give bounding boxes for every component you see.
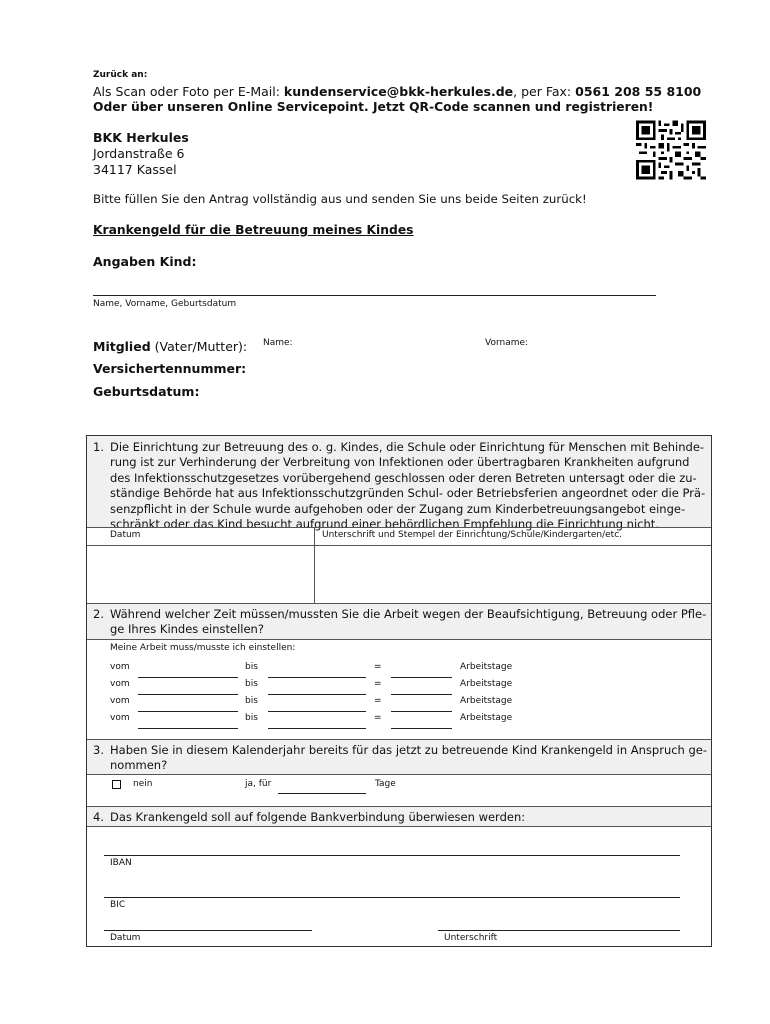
q1-date-caption: Datum xyxy=(110,530,141,540)
member-label-bold: Mitglied xyxy=(93,339,151,354)
no-label: nein xyxy=(133,779,153,789)
member-label-suffix: (Vater/Mutter): xyxy=(150,339,248,354)
from-label: vom xyxy=(110,679,130,689)
to-date-field[interactable] xyxy=(268,728,366,729)
workdays-field[interactable] xyxy=(391,677,452,678)
fax-number: 0561 208 55 8100 xyxy=(575,84,702,99)
equals-sign: = xyxy=(374,662,382,672)
bic-caption: BIC xyxy=(110,900,126,910)
from-date-field[interactable] xyxy=(138,728,238,729)
q1-signature-field[interactable] xyxy=(316,546,710,602)
equals-sign: = xyxy=(374,679,382,689)
days-label: Tage xyxy=(375,779,396,789)
q1-date-field[interactable] xyxy=(88,546,313,602)
q4-number: 4. xyxy=(93,810,104,824)
from-label: vom xyxy=(110,713,130,723)
from-date-field[interactable] xyxy=(138,694,238,695)
q1-line: rung ist zur Verhinderung der Verbreitung von Infektionen oder übertragbaren Krankheiten aufgrund xyxy=(110,455,690,470)
q4-text: Das Krankengeld soll auf folgende Bankverbindung überwiesen werden: xyxy=(110,810,526,824)
child-field-caption: Name, Vorname, Geburtsdatum xyxy=(93,299,237,309)
q1-line: des Infektionsschutzgesetzes vorübergehend geschlossen oder deren Betreten untersagt oder die zu- xyxy=(110,470,697,485)
to-date-field[interactable] xyxy=(268,694,366,695)
to-date-field[interactable] xyxy=(268,677,366,678)
return-label: Zurück an: xyxy=(93,70,148,80)
workdays-field[interactable] xyxy=(391,694,452,695)
yes-label: ja, für xyxy=(245,779,272,789)
q4-signature-caption: Unterschrift xyxy=(444,933,498,943)
days-field[interactable] xyxy=(278,793,366,794)
workdays-label: Arbeitstage xyxy=(460,696,513,706)
servicepoint-line: Oder über unseren Online Servicepoint. Jetzt QR-Code scannen und registrieren! xyxy=(93,100,654,114)
workdays-field[interactable] xyxy=(391,711,452,712)
bic-field[interactable] xyxy=(104,897,680,898)
workdays-label: Arbeitstage xyxy=(460,662,513,672)
checkbox-icon[interactable] xyxy=(112,780,121,789)
q1-number: 1. xyxy=(93,440,104,454)
q1-line: Die Einrichtung zur Betreuung des o. g. Kindes, die Schule oder Einrichtung für Menschen mit Behinde- xyxy=(110,440,705,454)
q4-date-field[interactable] xyxy=(104,930,312,931)
divider xyxy=(87,527,711,528)
contact-line xyxy=(93,84,701,99)
birthdate-label: Geburtsdatum: xyxy=(93,384,200,399)
contact-mid: , per Fax: xyxy=(513,84,576,99)
q3-line: nommen? xyxy=(110,758,168,773)
divider xyxy=(87,826,711,827)
q1-signature-caption: Unterschrift und Stempel der Einrichtung/Schule/Kindergarten/etc. xyxy=(322,530,623,540)
member-label xyxy=(93,339,247,354)
to-label: bis xyxy=(245,713,258,723)
recipient-street: Jordanstraße 6 xyxy=(93,146,185,161)
email-address[interactable]: kundenservice@bkk-herkules.de xyxy=(283,84,514,99)
to-label: bis xyxy=(245,662,258,672)
q2-line: ge Ihres Kindes einstellen? xyxy=(110,622,264,637)
divider xyxy=(87,739,711,740)
child-input-line[interactable] xyxy=(93,295,656,296)
member-name-caption: Name: xyxy=(263,338,293,348)
q2-sub-caption: Meine Arbeit muss/musste ich einstellen: xyxy=(110,643,296,653)
instruction-text: Bitte füllen Sie den Antrag vollständig aus und senden Sie uns beide Seiten zurück! xyxy=(93,192,587,206)
q1-line: schränkt oder das Kind besucht aufgrund einer behördlichen Empfehlung die Einrichtung nicht. xyxy=(110,517,659,532)
divider xyxy=(314,527,315,603)
from-date-field[interactable] xyxy=(138,711,238,712)
form-title: Krankengeld für die Betreuung meines Kindes xyxy=(93,223,414,237)
q1-line: senzpflicht in der Schule wurde aufgehoben oder der Zugang zum Kinderbetreuungsangebot einge- xyxy=(110,501,686,516)
from-label: vom xyxy=(110,662,130,672)
workdays-field[interactable] xyxy=(391,728,452,729)
q4-signature-field[interactable] xyxy=(438,930,680,931)
to-label: bis xyxy=(245,696,258,706)
from-label: vom xyxy=(110,696,130,706)
divider xyxy=(87,806,711,807)
workdays-label: Arbeitstage xyxy=(460,679,513,689)
equals-sign: = xyxy=(374,696,382,706)
q3-line: Haben Sie in diesem Kalenderjahr bereits für das jetzt zu betreuende Kind Krankengeld in Anspruch ge- xyxy=(110,743,708,757)
q4-date-caption: Datum xyxy=(110,933,141,943)
equals-sign: = xyxy=(374,713,382,723)
qr-code-icon xyxy=(636,120,706,180)
child-heading: Angaben Kind: xyxy=(93,254,197,269)
recipient-name: BKK Herkules xyxy=(93,130,189,145)
q3-text xyxy=(110,743,707,774)
from-date-field[interactable] xyxy=(138,677,238,678)
divider xyxy=(87,603,711,604)
member-firstname-caption: Vorname: xyxy=(485,338,529,348)
iban-caption: IBAN xyxy=(110,858,132,868)
workdays-label: Arbeitstage xyxy=(460,713,513,723)
insurance-number-label: Versichertennummer: xyxy=(93,361,247,376)
q1-text xyxy=(110,440,705,532)
recipient-city: 34117 Kassel xyxy=(93,162,177,177)
to-date-field[interactable] xyxy=(268,711,366,712)
q2-text xyxy=(110,607,706,638)
divider xyxy=(87,774,711,775)
to-label: bis xyxy=(245,679,258,689)
q2-number: 2. xyxy=(93,607,104,621)
q2-line: Während welcher Zeit müssen/mussten Sie die Arbeit wegen der Beaufsichtigung, Betreuung oder Pfle- xyxy=(110,607,707,621)
iban-field[interactable] xyxy=(104,855,680,856)
divider xyxy=(87,639,711,640)
q3-number: 3. xyxy=(93,743,104,757)
q1-line: ständige Behörde hat aus Infektionsschutzgründen Schul- oder Betriebsferien angeordnet oder die Prä- xyxy=(110,486,706,501)
contact-prefix: Als Scan oder Foto per E-Mail: xyxy=(93,84,284,99)
